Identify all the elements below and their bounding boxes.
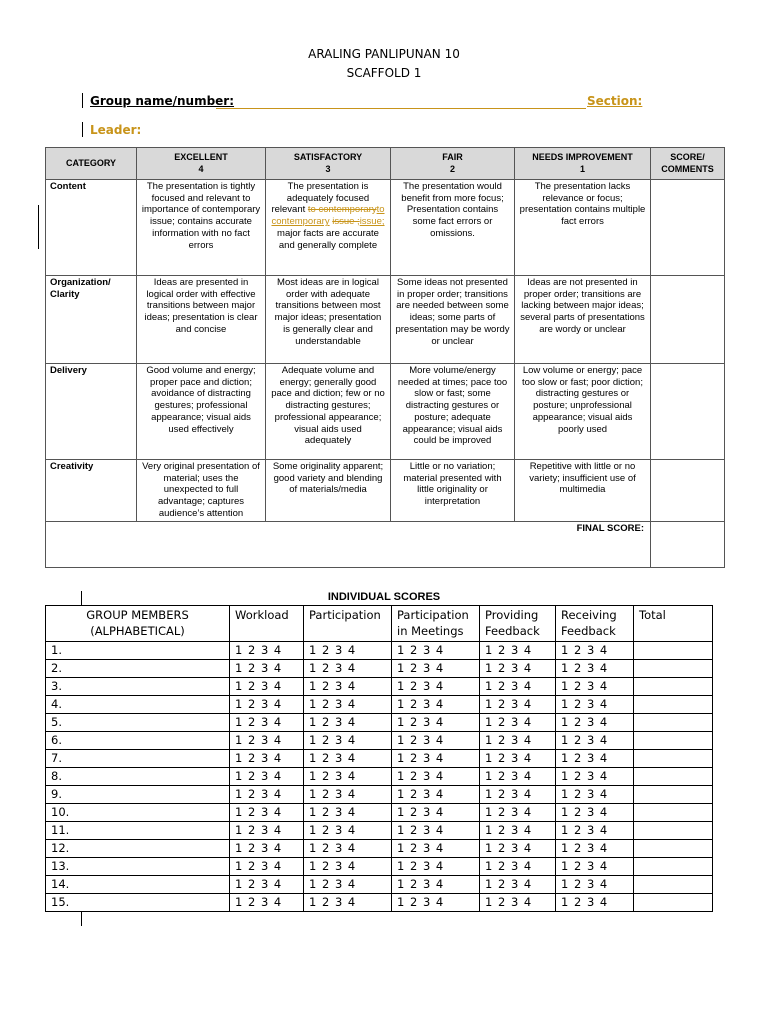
score-cell[interactable] [651, 460, 725, 522]
meetings-score[interactable]: 1 2 3 4 [392, 804, 480, 822]
total-cell[interactable] [634, 678, 713, 696]
meetings-score[interactable]: 1 2 3 4 [392, 642, 480, 660]
receiving-feedback-score[interactable]: 1 2 3 4 [556, 642, 634, 660]
criterion-fair: Little or no variation; material presented with little originality or interpretation [391, 460, 515, 522]
member-name-cell[interactable]: 9. [46, 786, 230, 804]
participation-score[interactable]: 1 2 3 4 [304, 786, 392, 804]
workload-score[interactable]: 1 2 3 4 [230, 678, 304, 696]
total-cell[interactable] [634, 840, 713, 858]
receiving-feedback-score[interactable]: 1 2 3 4 [556, 768, 634, 786]
margin-change-bar [38, 205, 39, 249]
providing-feedback-score[interactable]: 1 2 3 4 [480, 858, 556, 876]
receiving-feedback-score[interactable]: 1 2 3 4 [556, 840, 634, 858]
receiving-feedback-score[interactable]: 1 2 3 4 [556, 786, 634, 804]
document-title: ARALING PANLIPUNAN 10 [308, 47, 460, 61]
total-cell[interactable] [634, 876, 713, 894]
rubric-header-needs-improvement: NEEDS IMPROVEMENT 1 [515, 148, 651, 180]
rubric-header-category: CATEGORY [46, 148, 137, 180]
category-label: Creativity [46, 460, 137, 522]
total-cell[interactable] [634, 732, 713, 750]
score-cell[interactable] [651, 180, 725, 276]
providing-feedback-score[interactable]: 1 2 3 4 [480, 804, 556, 822]
rubric-row-delivery [46, 364, 725, 460]
workload-score[interactable]: 1 2 3 4 [230, 894, 304, 912]
criterion-needs-improvement: Ideas are not presented in proper order; transitions are lacking between major ideas; several parts of presentations are wordy or unclear [515, 276, 651, 364]
text-cursor-marker [81, 912, 82, 926]
member-name-cell[interactable]: 14. [46, 876, 230, 894]
member-name-cell[interactable]: 5. [46, 714, 230, 732]
criterion-satisfactory: Most ideas are in logical order with adequate transitions between most major ideas; presentation is generally clear and understandable [266, 276, 391, 364]
tracked-insertion: to contemporary [271, 204, 385, 228]
criterion-excellent: The presentation is tightly focused and relevant to importance of contemporary issue; contains accurate information with no fact errors [137, 180, 266, 276]
receiving-feedback-score[interactable]: 1 2 3 4 [556, 858, 634, 876]
tracked-insertion: issue; [359, 216, 385, 228]
participation-score[interactable]: 1 2 3 4 [304, 822, 392, 840]
providing-feedback-score[interactable]: 1 2 3 4 [480, 768, 556, 786]
member-row [46, 858, 713, 876]
member-name-cell[interactable]: 13. [46, 858, 230, 876]
participation-score[interactable]: 1 2 3 4 [304, 714, 392, 732]
score-cell[interactable] [651, 276, 725, 364]
providing-feedback-score[interactable]: 1 2 3 4 [480, 732, 556, 750]
final-score-label: FINAL SCORE: [46, 521, 651, 567]
providing-feedback-score[interactable]: 1 2 3 4 [480, 660, 556, 678]
total-cell[interactable] [634, 786, 713, 804]
text-cursor-marker [82, 122, 83, 137]
member-row [46, 876, 713, 894]
tracked-deletion: issue ; [332, 216, 360, 228]
scores-header-row [46, 606, 713, 642]
member-row [46, 696, 713, 714]
providing-feedback-score[interactable]: 1 2 3 4 [480, 822, 556, 840]
meetings-score[interactable]: 1 2 3 4 [392, 660, 480, 678]
participation-score[interactable]: 1 2 3 4 [304, 894, 392, 912]
rubric-row-content [46, 180, 725, 276]
meetings-score[interactable]: 1 2 3 4 [392, 714, 480, 732]
individual-scores-title: INDIVIDUAL SCORES [327, 591, 441, 603]
rubric-header-satisfactory: SATISFACTORY 3 [266, 148, 391, 180]
rubric-row-organization [46, 276, 725, 364]
criterion-satisfactory: Some originality apparent; good variety and blending of materials/media [266, 460, 391, 522]
final-score-cell[interactable] [651, 521, 725, 567]
leader-label: Leader: [90, 123, 142, 137]
col-providing-feedback: Providing Feedback [480, 606, 556, 642]
providing-feedback-score[interactable]: 1 2 3 4 [480, 678, 556, 696]
receiving-feedback-score[interactable]: 1 2 3 4 [556, 750, 634, 768]
member-name-cell[interactable]: 8. [46, 768, 230, 786]
receiving-feedback-score[interactable]: 1 2 3 4 [556, 660, 634, 678]
workload-score[interactable]: 1 2 3 4 [230, 696, 304, 714]
member-name-cell[interactable]: 4. [46, 696, 230, 714]
member-row [46, 894, 713, 912]
score-cell[interactable] [651, 364, 725, 460]
member-row [46, 732, 713, 750]
meetings-score[interactable]: 1 2 3 4 [392, 822, 480, 840]
group-name-underline[interactable] [216, 108, 586, 109]
receiving-feedback-score[interactable]: 1 2 3 4 [556, 804, 634, 822]
total-cell[interactable] [634, 804, 713, 822]
text-cursor-marker [82, 93, 83, 108]
receiving-feedback-score[interactable]: 1 2 3 4 [556, 894, 634, 912]
rubric-header-score: SCORE/ COMMENTS [651, 148, 725, 180]
col-participation: Participation [304, 606, 392, 642]
meetings-score[interactable]: 1 2 3 4 [392, 894, 480, 912]
criterion-satisfactory: The presentation is adequately focused relevant to contemporaryto contemporary issue ;issue; major facts are accurate and generally complete [266, 180, 391, 276]
receiving-feedback-score[interactable]: 1 2 3 4 [556, 822, 634, 840]
category-label: Organization/ Clarity [46, 276, 137, 364]
providing-feedback-score[interactable]: 1 2 3 4 [480, 642, 556, 660]
total-cell[interactable] [634, 660, 713, 678]
participation-score[interactable]: 1 2 3 4 [304, 750, 392, 768]
rubric-row-creativity [46, 460, 725, 522]
meetings-score[interactable]: 1 2 3 4 [392, 768, 480, 786]
document-subtitle: SCAFFOLD 1 [346, 66, 422, 80]
workload-score[interactable]: 1 2 3 4 [230, 714, 304, 732]
criterion-fair: The presentation would benefit from more focus; Presentation contains some fact errors or omissions. [391, 180, 515, 276]
member-name-cell[interactable]: 7. [46, 750, 230, 768]
member-name-cell[interactable]: 11. [46, 822, 230, 840]
member-name-cell[interactable]: 3. [46, 678, 230, 696]
workload-score[interactable]: 1 2 3 4 [230, 660, 304, 678]
member-name-cell[interactable]: 10. [46, 804, 230, 822]
total-cell[interactable] [634, 714, 713, 732]
total-cell[interactable] [634, 822, 713, 840]
participation-score[interactable]: 1 2 3 4 [304, 768, 392, 786]
meetings-score[interactable]: 1 2 3 4 [392, 732, 480, 750]
col-participation-meetings: Participation in Meetings [392, 606, 480, 642]
member-row [46, 642, 713, 660]
member-name-cell[interactable]: 15. [46, 894, 230, 912]
member-row [46, 660, 713, 678]
participation-score[interactable]: 1 2 3 4 [304, 696, 392, 714]
col-workload: Workload [230, 606, 304, 642]
criterion-needs-improvement: Low volume or energy; pace too slow or fast; poor diction; distracting gestures or posture; unprofessional appearance; visual aids poorly used [515, 364, 651, 460]
receiving-feedback-score[interactable]: 1 2 3 4 [556, 714, 634, 732]
providing-feedback-score[interactable]: 1 2 3 4 [480, 894, 556, 912]
criterion-fair: Some ideas not presented in proper order; transitions are needed between some ideas; some parts of presentation may be wordy or unclear [391, 276, 515, 364]
participation-score[interactable]: 1 2 3 4 [304, 678, 392, 696]
workload-score[interactable]: 1 2 3 4 [230, 858, 304, 876]
criterion-needs-improvement: Repetitive with little or no variety; insufficient use of multimedia [515, 460, 651, 522]
individual-scores-table [45, 605, 713, 912]
workload-score[interactable]: 1 2 3 4 [230, 768, 304, 786]
col-receiving-feedback: Receiving Feedback [556, 606, 634, 642]
member-row [46, 768, 713, 786]
workload-score[interactable]: 1 2 3 4 [230, 840, 304, 858]
participation-score[interactable]: 1 2 3 4 [304, 642, 392, 660]
total-cell[interactable] [634, 894, 713, 912]
workload-score[interactable]: 1 2 3 4 [230, 822, 304, 840]
criterion-needs-improvement: The presentation lacks relevance or focus; presentation contains multiple fact errors [515, 180, 651, 276]
section-label: Section: [587, 94, 643, 108]
rubric-header-fair: FAIR 2 [391, 148, 515, 180]
workload-score[interactable]: 1 2 3 4 [230, 732, 304, 750]
total-cell[interactable] [634, 642, 713, 660]
group-name-label: Group name/number: [90, 94, 235, 108]
criterion-fair: More volume/energy needed at times; pace too slow or fast; some distracting gestures or posture; adequate appearance; visual aids could be improved [391, 364, 515, 460]
criterion-satisfactory: Adequate volume and energy; generally good pace and diction; few or no distracting gestures; professional appearance; visual aids used adequately [266, 364, 391, 460]
rubric-final-row [46, 521, 725, 567]
receiving-feedback-score[interactable]: 1 2 3 4 [556, 678, 634, 696]
meetings-score[interactable]: 1 2 3 4 [392, 876, 480, 894]
rubric-header-row [46, 148, 725, 180]
providing-feedback-score[interactable]: 1 2 3 4 [480, 786, 556, 804]
workload-score[interactable]: 1 2 3 4 [230, 804, 304, 822]
member-name-cell[interactable]: 1. [46, 642, 230, 660]
participation-score[interactable]: 1 2 3 4 [304, 840, 392, 858]
providing-feedback-score[interactable]: 1 2 3 4 [480, 840, 556, 858]
rubric-header-excellent: EXCELLENT 4 [137, 148, 266, 180]
participation-score[interactable]: 1 2 3 4 [304, 804, 392, 822]
providing-feedback-score[interactable]: 1 2 3 4 [480, 714, 556, 732]
workload-score[interactable]: 1 2 3 4 [230, 876, 304, 894]
member-name-cell[interactable]: 2. [46, 660, 230, 678]
total-cell[interactable] [634, 696, 713, 714]
criterion-excellent: Good volume and energy; proper pace and diction; avoidance of distracting gestures; professional appearance; visual aids used effectively [137, 364, 266, 460]
receiving-feedback-score[interactable]: 1 2 3 4 [556, 732, 634, 750]
col-total: Total [634, 606, 713, 642]
member-row [46, 840, 713, 858]
category-label: Content [46, 180, 137, 276]
criterion-excellent: Ideas are presented in logical order with effective transitions between major ideas; presentation is clear and concise [137, 276, 266, 364]
providing-feedback-score[interactable]: 1 2 3 4 [480, 750, 556, 768]
workload-score[interactable]: 1 2 3 4 [230, 642, 304, 660]
member-row [46, 804, 713, 822]
rubric-table [45, 147, 725, 568]
participation-score[interactable]: 1 2 3 4 [304, 732, 392, 750]
workload-score[interactable]: 1 2 3 4 [230, 786, 304, 804]
participation-score[interactable]: 1 2 3 4 [304, 876, 392, 894]
total-cell[interactable] [634, 768, 713, 786]
receiving-feedback-score[interactable]: 1 2 3 4 [556, 696, 634, 714]
member-row [46, 714, 713, 732]
category-label: Delivery [46, 364, 137, 460]
member-row [46, 750, 713, 768]
participation-score[interactable]: 1 2 3 4 [304, 660, 392, 678]
meetings-score[interactable]: 1 2 3 4 [392, 750, 480, 768]
meetings-score[interactable]: 1 2 3 4 [392, 840, 480, 858]
member-row [46, 786, 713, 804]
providing-feedback-score[interactable]: 1 2 3 4 [480, 696, 556, 714]
providing-feedback-score[interactable]: 1 2 3 4 [480, 876, 556, 894]
total-cell[interactable] [634, 750, 713, 768]
meetings-score[interactable]: 1 2 3 4 [392, 858, 480, 876]
criterion-excellent: Very original presentation of material; uses the unexpected to full advantage; captures audience’s attention [137, 460, 266, 522]
member-row [46, 822, 713, 840]
tracked-deletion: to contemporary [307, 204, 377, 216]
meetings-score[interactable]: 1 2 3 4 [392, 678, 480, 696]
total-cell[interactable] [634, 858, 713, 876]
member-name-cell[interactable]: 12. [46, 840, 230, 858]
member-row [46, 678, 713, 696]
workload-score[interactable]: 1 2 3 4 [230, 750, 304, 768]
receiving-feedback-score[interactable]: 1 2 3 4 [556, 876, 634, 894]
member-name-cell[interactable]: 6. [46, 732, 230, 750]
meetings-score[interactable]: 1 2 3 4 [392, 786, 480, 804]
col-group-members: GROUP MEMBERS (ALPHABETICAL) [46, 606, 230, 642]
participation-score[interactable]: 1 2 3 4 [304, 858, 392, 876]
meetings-score[interactable]: 1 2 3 4 [392, 696, 480, 714]
